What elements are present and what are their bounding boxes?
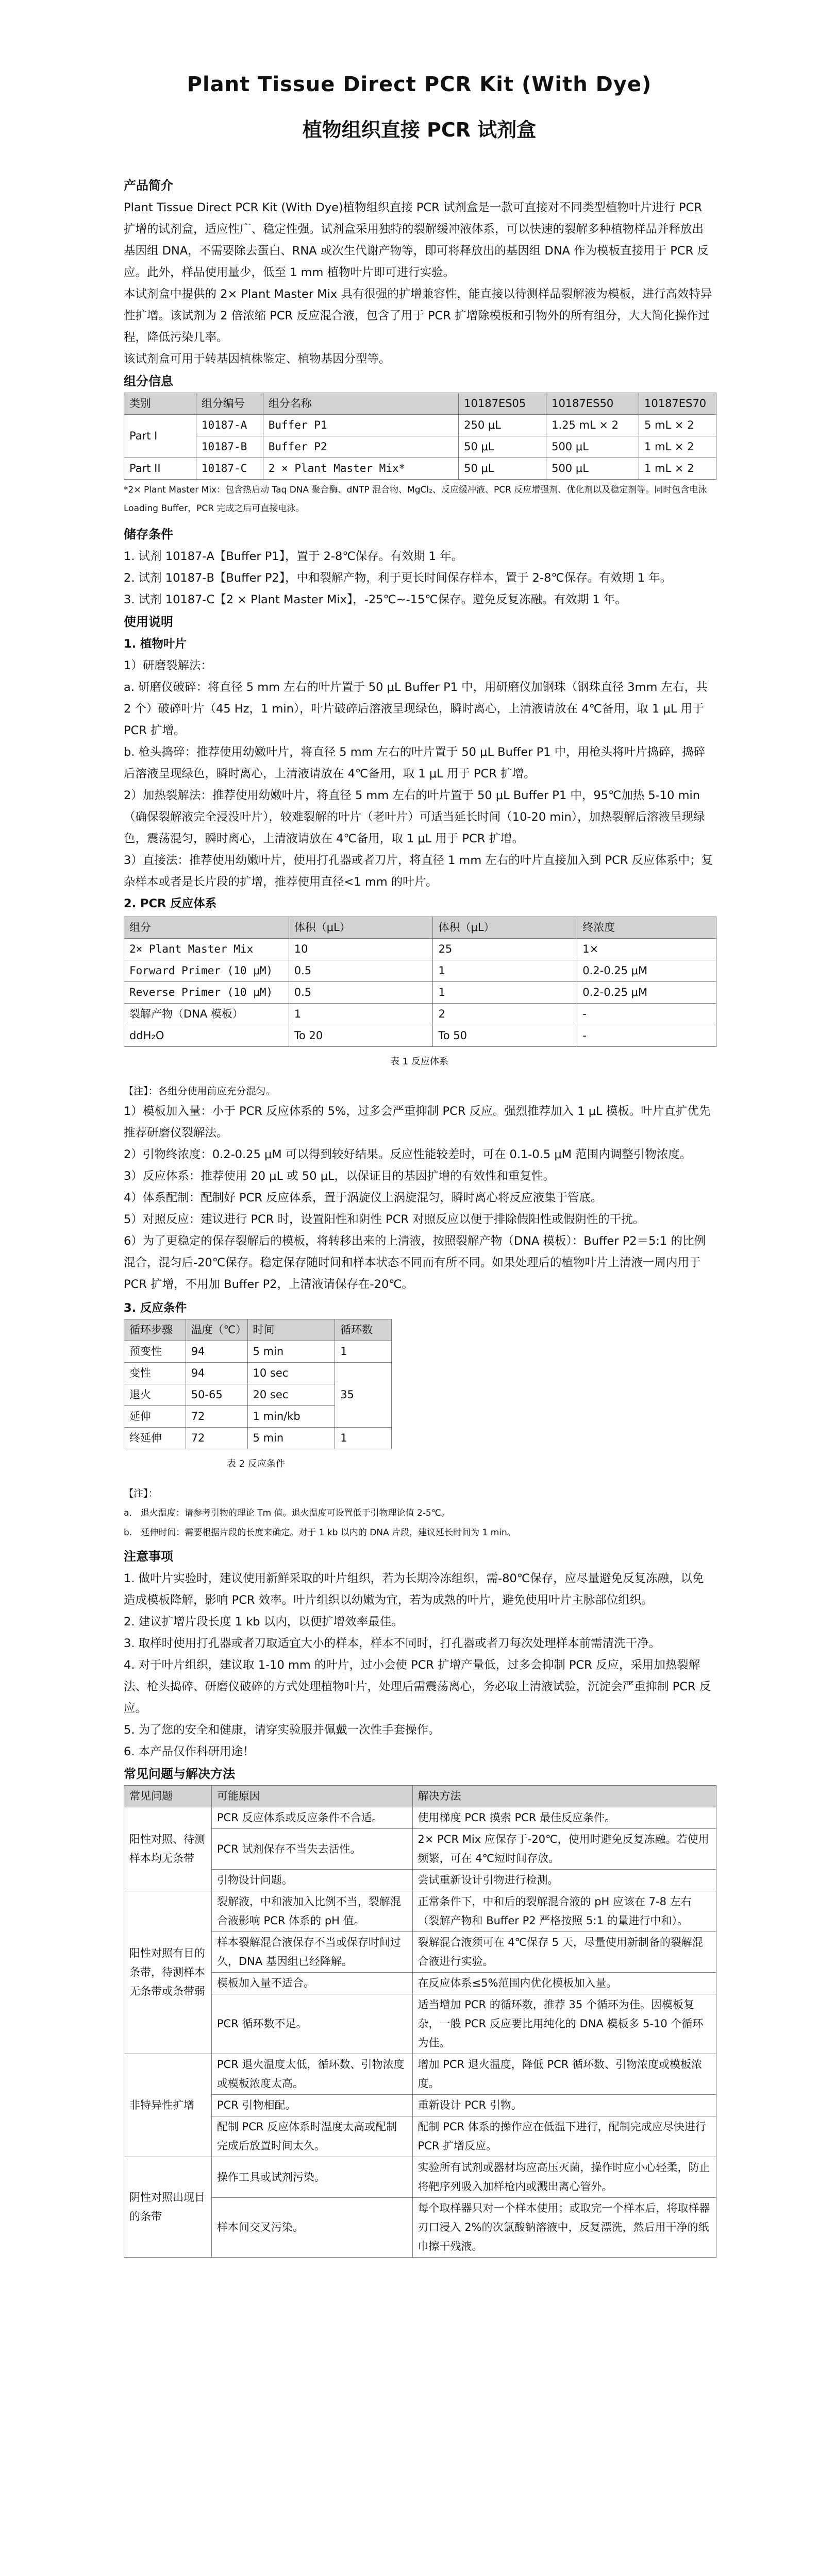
table-header-row: [124, 1319, 392, 1341]
intro-paragraph-2: 本试剂盒中提供的 2× Plant Master Mix 具有很强的扩增兼容性，能直接以待测样品裂解液为模板，进行高效特异性扩增。该试剂为 2 倍浓缩 PCR 反应混合液，包含了用于 PCR 扩增除模板和引物外的所有组分，大大简化操作过程，降低污染几率。: [124, 287, 712, 344]
precaution-item: 1. 做叶片实验时，建议使用新鲜采取的叶片组织，若为长期冷冻组织，需-80℃保存，应尽量避免反复冻融，以免造成模板降解，影响 PCR 效率。叶片组织以幼嫩为宜，若为成熟的叶片，避免使用叶片主脉部位组织。: [124, 1572, 704, 1607]
table-cell: 50-65: [186, 1384, 247, 1406]
table-cell: 250 μL: [459, 415, 546, 436]
table-cell: 10187-C: [196, 458, 263, 480]
table-cell: 终延伸: [124, 1428, 186, 1449]
usage-paragraph: 3）直接法：推荐使用幼嫩叶片，使用打孔器或者刀片，将直径 1 mm 左右的叶片直接加入到 PCR 反应体系中；复杂样本或者是长片段的扩增，推荐使用直径<1 mm 的叶片。: [124, 854, 713, 889]
col-header: 10187ES50: [546, 393, 639, 415]
cause-cell: 配制 PCR 反应体系时温度太高或配制完成后放置时间太久。: [211, 2116, 412, 2157]
col-header: 循环步骤: [124, 1319, 186, 1341]
solution-cell: 裂解混合液须可在 4℃保存 5 天，尽量使用新制备的裂解混合液进行实验。: [412, 1932, 716, 1973]
storage-item-2: 2. 试剂 10187-B【Buffer P2】，中和裂解产物，利于更长时间保存样本，置于 2-8℃保存。有效期 1 年。: [124, 571, 672, 585]
col-header: 可能原因: [211, 1786, 412, 1807]
cause-cell: 样本间交叉污染。: [211, 2198, 412, 2258]
precaution-item: 6. 本产品仅作科研用途！: [124, 1745, 255, 1758]
table-row: [124, 2198, 716, 2258]
col-header: 时间: [247, 1319, 335, 1341]
precaution-item: 4. 对于叶片组织，建议取 1-10 mm 的叶片，过小会使 PCR 扩增产量低，过多会抑制 PCR 反应，采用加热裂解法、枪头捣碎、研磨仪破碎的方式处理植物叶片，处理后需震荡离心，务必取上清液试验，沉淀会严重抑制 PCR 反应。: [124, 1658, 711, 1715]
cause-cell: 引物设计问题。: [211, 1870, 412, 1891]
table-row: [124, 1428, 392, 1449]
precaution-item: 5. 为了您的安全和健康，请穿实验服并佩戴一次性手套操作。: [124, 1723, 440, 1737]
solution-cell: 适当增加 PCR 的循环数，推荐 35 个循环为佳。因模板复杂，一般 PCR 反应要比用纯化的 DNA 模板多 5-10 个循环为佳。: [412, 1994, 716, 2054]
table-cell: 0.2-0.25 μM: [577, 982, 716, 1004]
table-header-row: [124, 917, 716, 939]
table-cell: Reverse Primer (10 μM): [124, 982, 289, 1004]
cause-cell: 样本裂解混合液保存不当或保存时间过久，DNA 基因组已经降解。: [211, 1932, 412, 1973]
table-row: [124, 1891, 716, 1932]
solution-cell: 正常条件下，中和后的裂解混合液的 pH 应该在 7-8 左右（裂解产物和 Buffer P2 严格按照 5:1 的量进行中和）。: [412, 1891, 716, 1932]
notes-heading: 【注】：各组分使用前应充分混匀。: [124, 1086, 276, 1097]
solution-cell: 重新设计 PCR 引物。: [412, 2095, 716, 2116]
note-item: 3）反应体系：推荐使用 20 μL 或 50 μL，以保证目的基因扩增的有效性和重复性。: [124, 1170, 555, 1183]
table-cell: 1: [335, 1428, 392, 1449]
usage-paragraph: 1）研磨裂解法：: [124, 659, 212, 672]
table-cell: 1 mL × 2: [639, 458, 716, 480]
table-header-row: [124, 1786, 716, 1807]
usage-subheading-pcr: 2. PCR 反应体系: [124, 897, 217, 910]
pcr-system-table: [124, 917, 716, 1047]
cause-cell: 裂解液，中和液加入比例不当，裂解混合液影响 PCR 体系的 pH 值。: [211, 1891, 412, 1932]
table-row: [124, 2157, 716, 2198]
note-item: 5）对照反应：建议进行 PCR 时，设置阳性和阴性 PCR 对照反应以便于排除假阳性或假阴性的干扰。: [124, 1213, 645, 1226]
table-cell: 500 μL: [546, 458, 639, 480]
table-cell: 1: [335, 1341, 392, 1363]
solution-cell: 尝试重新设计引物进行检测。: [412, 1870, 716, 1891]
intro-paragraph-1: Plant Tissue Direct PCR Kit (With Dye)植物组织直接 PCR 试剂盒是一款可直接对不同类型植物叶片进行 PCR 扩增的试剂盒，适应性广、稳定性强。试剂盒采用独特的裂解缓冲液体系，可以快速的裂解多种植物样品并释放出基因组 DNA，不需要除去蛋白、RNA 或次生代谢产物等，即可将释放出的基因组 DNA 作为模板直接用于 PCR 反应。此外，样品使用量少，低至 1 mm 植物叶片即可进行实验。: [124, 201, 709, 279]
table-row: [124, 415, 716, 436]
usage-paragraph: a. 研磨仪破碎：将直径 5 mm 左右的叶片置于 50 μL Buffer P1 中，用研磨仪加钢珠（钢珠直径 3mm 左右，共 2 个）破碎叶片（45 Hz，1 min），叶片破碎后溶液呈现绿色，瞬时离心，上清液请放在 4℃备用，取 1 μL 用于 PCR 扩增。: [124, 681, 708, 737]
solution-cell: 2× PCR Mix 应保存于-20℃，使用时避免反复冻融。若使用频繁，可在 4℃短时间存放。: [412, 1829, 716, 1870]
conditions-table: [124, 1319, 392, 1449]
category-cell: Part II: [124, 458, 196, 480]
cycle-count-cell: 35: [335, 1363, 392, 1428]
table-cell: 10 sec: [247, 1363, 335, 1384]
col-header: 类别: [124, 393, 196, 415]
col-header: 组分编号: [196, 393, 263, 415]
table-cell: Buffer P1: [263, 415, 458, 436]
note-item: 4）体系配制：配制好 PCR 反应体系，置于涡旋仪上涡旋混匀，瞬时离心将反应液集于管底。: [124, 1191, 603, 1205]
title-english: Plant Tissue Direct PCR Kit (With Dye): [187, 73, 652, 96]
table-cell: 裂解产物（DNA 模板）: [124, 1004, 289, 1025]
notes2-heading: 【注】：: [124, 1488, 158, 1499]
faq-table: [124, 1785, 716, 2258]
table-cell: 50 μL: [459, 458, 546, 480]
table-cell: 94: [186, 1363, 247, 1384]
table-cell: -: [577, 1025, 716, 1047]
table-row: [124, 1025, 716, 1047]
table-cell: 72: [186, 1406, 247, 1428]
table-row: [124, 1807, 716, 1829]
problem-cell: 阴性对照出现目的条带: [124, 2157, 212, 2258]
col-header: 常见问题: [124, 1786, 212, 1807]
cause-cell: PCR 退火温度太低，循环数、引物浓度或模板浓度太高。: [211, 2054, 412, 2095]
table-cell: 1.25 mL × 2: [546, 415, 639, 436]
storage-item-1: 1. 试剂 10187-A【Buffer P1】，置于 2-8℃保存。有效期 1 年。: [124, 550, 463, 563]
table-cell: 1: [433, 982, 577, 1004]
table-row: [124, 1870, 716, 1891]
cause-cell: PCR 循环数不足。: [211, 1994, 412, 2054]
col-header: 10187ES70: [639, 393, 716, 415]
table-cell: 预变性: [124, 1341, 186, 1363]
components-footnote: *2× Plant Master Mix：包含热启动 Taq DNA 聚合酶、dNTP 混合物、MgCl₂、反应缓冲液、PCR 反应增强剂、优化剂以及稳定剂等。同时包含电泳 Loading Buffer，PCR 完成之后可直接电泳。: [124, 485, 707, 514]
table-row: [124, 436, 716, 458]
col-header: 循环数: [335, 1319, 392, 1341]
table-caption: 表 1 反应体系: [390, 1056, 448, 1067]
intro-heading: 产品简介: [124, 178, 173, 193]
problem-cell: 非特异性扩增: [124, 2054, 212, 2157]
table-cell: 20 sec: [247, 1384, 335, 1406]
table-cell: 72: [186, 1428, 247, 1449]
table-cell: 50 μL: [459, 436, 546, 458]
table-cell: To 50: [433, 1025, 577, 1047]
usage-heading: 使用说明: [124, 615, 173, 629]
table-cell: 5 min: [247, 1428, 335, 1449]
table-cell: Forward Primer (10 μM): [124, 960, 289, 982]
cause-cell: PCR 引物相配。: [211, 2095, 412, 2116]
faq-heading: 常见问题与解决方法: [124, 1767, 235, 1781]
usage-subheading-leaf: 1. 植物叶片: [124, 637, 187, 651]
table-row: [124, 1994, 716, 2054]
solution-cell: 实验所有试剂或器材均应高压灭菌，操作时应小心轻柔，防止将靶序列吸入加样枪内或溅出离心管外。: [412, 2157, 716, 2198]
note-item: 6）为了更稳定的保存裂解后的模板，将转移出来的上清液，按照裂解产物（DNA 模板）：Buffer P2＝5:1 的比例混合，混匀后-20℃保存。稳定保存随时间和样本状态不同而有所不同。如果处理后的植物叶片上清液一周内用于 PCR 扩增，不用加 Buffer P2，上清液请保存在-20℃。: [124, 1234, 706, 1291]
table-cell: 10: [289, 939, 433, 960]
table-caption: 表 2 反应条件: [227, 1459, 285, 1469]
col-header: 体积（μL）: [289, 917, 433, 939]
precautions-heading: 注意事项: [124, 1549, 173, 1564]
table-cell: To 20: [289, 1025, 433, 1047]
solution-cell: 配制 PCR 体系的操作应在低温下进行，配制完成应尽快进行 PCR 扩增反应。: [412, 2116, 716, 2157]
cause-cell: 模板加入量不适合。: [211, 1973, 412, 1994]
table-cell: 1×: [577, 939, 716, 960]
table-cell: 1 min/kb: [247, 1406, 335, 1428]
usage-paragraph: 2）加热裂解法：推荐使用幼嫩叶片，将直径 5 mm 左右的叶片置于 50 μL Buffer P1 中，95℃加热 5-10 min（确保裂解液完全浸没叶片），较难裂解的叶片（老叶片）可适当延长时间（10-20 min），加热裂解后溶液呈现绿色，震荡混匀，瞬时离心，上清液请放在 4℃备用，取 1 μL 用于 PCR 扩增。: [124, 789, 705, 845]
note-item: 2）引物终浓度：0.2-0.25 μM 可以得到较好结果。反应性能较差时，可在 0.1-0.5 μM 范围内调整引物浓度。: [124, 1148, 692, 1161]
table-cell: 1: [433, 960, 577, 982]
col-header: 温度（℃）: [186, 1319, 247, 1341]
usage-paragraph: b. 枪头捣碎：推荐使用幼嫩叶片，将直径 5 mm 左右的叶片置于 50 μL Buffer P1 中，用枪头将叶片捣碎，捣碎后溶液呈现绿色，瞬时离心，上清液请放在 4℃备用，取 1 μL 用于 PCR 扩增。: [124, 745, 706, 781]
table-cell: 10187-A: [196, 415, 263, 436]
category-cell: Part I: [124, 415, 196, 458]
table-row: [124, 458, 716, 480]
components-table: [124, 393, 716, 480]
table-row: [124, 1932, 716, 1973]
table-cell: -: [577, 1004, 716, 1025]
table-cell: 1 mL × 2: [639, 436, 716, 458]
solution-cell: 使用梯度 PCR 摸索 PCR 最佳反应条件。: [412, 1807, 716, 1829]
table-cell: 10187-B: [196, 436, 263, 458]
solution-cell: 增加 PCR 退火温度，降低 PCR 循环数、引物浓度或模板浓度。: [412, 2054, 716, 2095]
col-header: 组分: [124, 917, 289, 939]
table-row: [124, 939, 716, 960]
table-cell: 2 × Plant Master Mix*: [263, 458, 458, 480]
solution-cell: 每个取样器只对一个样本使用；或取完一个样本后，将取样器刃口浸入 2%的次氯酸钠溶液中，反复漂洗，然后用干净的纸巾擦干残液。: [412, 2198, 716, 2258]
table-cell: 5 mL × 2: [639, 415, 716, 436]
table-row: [124, 982, 716, 1004]
table-cell: 5 min: [247, 1341, 335, 1363]
precaution-item: 3. 取样时使用打孔器或者刀取适宜大小的样本，样本不同时，打孔器或者刀每次处理样本前需清洗干净。: [124, 1637, 661, 1650]
table-cell: 2: [433, 1004, 577, 1025]
table-cell: 退火: [124, 1384, 186, 1406]
col-header: 终浓度: [577, 917, 716, 939]
title-chinese: 植物组织直接 PCR 试剂盒: [302, 118, 537, 141]
table-cell: 变性: [124, 1363, 186, 1384]
note-item: 1）模板加入量：小于 PCR 反应体系的 5%，过多会严重抑制 PCR 反应。强烈推荐加入 1 μL 模板。叶片直扩优先推荐研磨仪裂解法。: [124, 1105, 711, 1140]
col-header: 体积（μL）: [433, 917, 577, 939]
table-cell: 2× Plant Master Mix: [124, 939, 289, 960]
intro-paragraph-3: 该试剂盒可用于转基因植株鉴定、植物基因分型等。: [124, 352, 391, 366]
table-cell: 0.5: [289, 982, 433, 1004]
problem-cell: 阳性对照有目的条带，待测样本无条带或条带弱: [124, 1891, 212, 2054]
solution-cell: 在反应体系≤5%范围内优化模板加入量。: [412, 1973, 716, 1994]
table-row: [124, 960, 716, 982]
storage-item-3: 3. 试剂 10187-C【2 × Plant Master Mix】，-25℃~-15℃保存。避免反复冻融。有效期 1 年。: [124, 593, 627, 606]
table-row: [124, 1363, 392, 1384]
note2-item: a. 退火温度：请参考引物的理论 Tm 值。退火温度可设置低于引物理论值 2-5℃。: [124, 1508, 450, 1518]
table-row: [124, 1829, 716, 1870]
table-cell: 延伸: [124, 1406, 186, 1428]
table-cell: ddH₂O: [124, 1025, 289, 1047]
table-cell: 25: [433, 939, 577, 960]
components-heading: 组分信息: [124, 374, 173, 388]
precaution-item: 2. 建议扩增片段长度 1 kb 以内，以便扩增效率最佳。: [124, 1615, 403, 1629]
col-header: 10187ES05: [459, 393, 546, 415]
table-cell: 1: [289, 1004, 433, 1025]
conditions-heading: 3. 反应条件: [124, 1301, 187, 1315]
table-row: [124, 1973, 716, 1994]
note2-item: b. 延伸时间：需要根据片段的长度来确定。对于 1 kb 以内的 DNA 片段，建议延长时间为 1 min。: [124, 1528, 516, 1538]
table-row: [124, 2095, 716, 2116]
table-cell: Buffer P2: [263, 436, 458, 458]
table-row: [124, 1004, 716, 1025]
cause-cell: PCR 试剂保存不当失去活性。: [211, 1829, 412, 1870]
col-header: 组分名称: [263, 393, 458, 415]
cause-cell: 操作工具或试剂污染。: [211, 2157, 412, 2198]
table-cell: 0.2-0.25 μM: [577, 960, 716, 982]
table-cell: 94: [186, 1341, 247, 1363]
storage-heading: 储存条件: [124, 527, 173, 541]
table-cell: 500 μL: [546, 436, 639, 458]
cause-cell: PCR 反应体系或反应条件不合适。: [211, 1807, 412, 1829]
col-header: 解决方法: [412, 1786, 716, 1807]
table-row: [124, 2116, 716, 2157]
table-header-row: [124, 393, 716, 415]
table-row: [124, 2054, 716, 2095]
table-row: [124, 1341, 392, 1363]
problem-cell: 阳性对照、待测样本均无条带: [124, 1807, 212, 1891]
table-cell: 0.5: [289, 960, 433, 982]
